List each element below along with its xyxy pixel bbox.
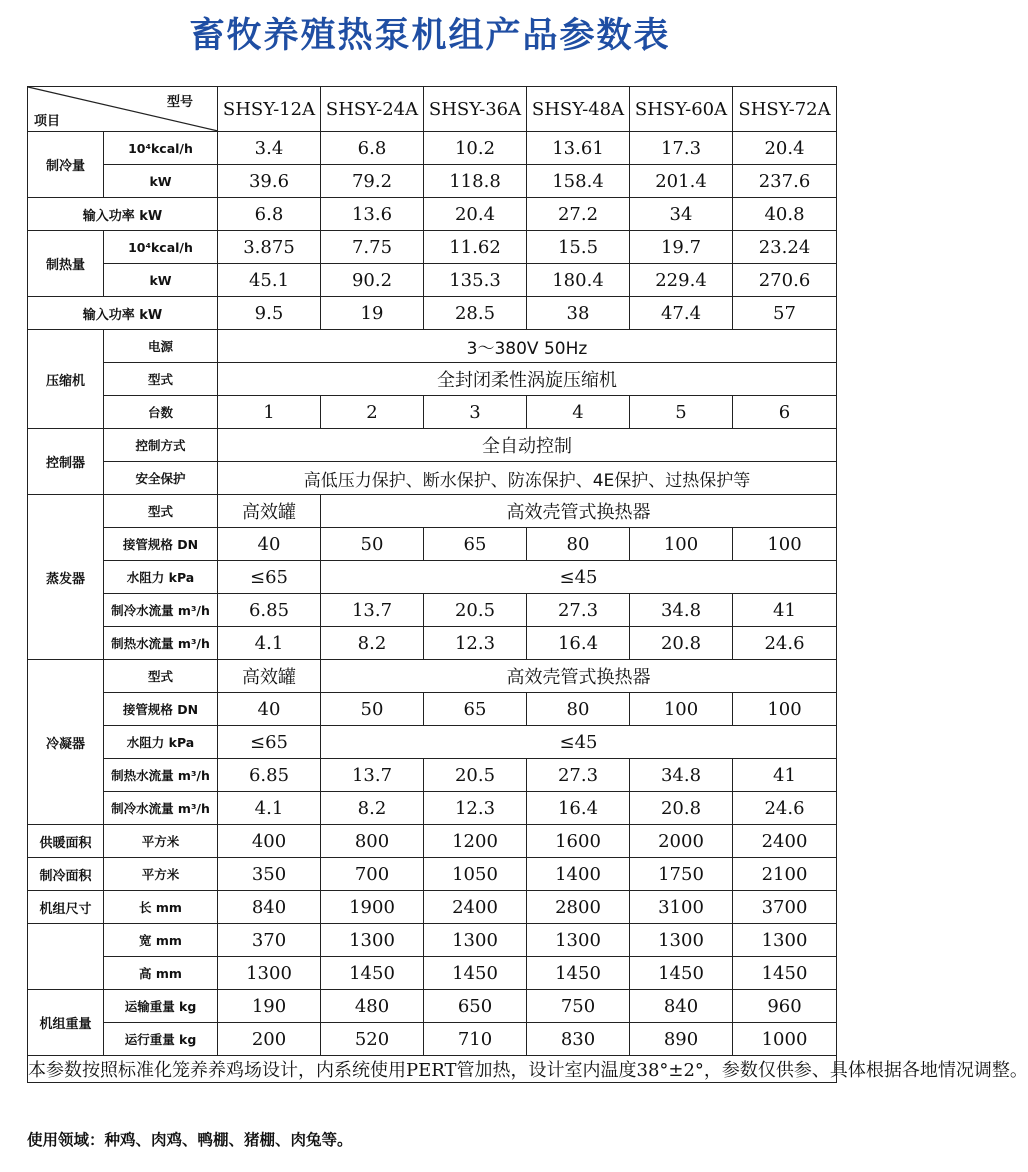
value-cell: 200 (218, 1023, 321, 1056)
group-label: 机组重量 (28, 990, 104, 1056)
table-row (28, 825, 837, 858)
value-cell: 180.4 (527, 264, 630, 297)
value-cell: 800 (321, 825, 424, 858)
value-cell: 2100 (733, 858, 837, 891)
value-cell: 750 (527, 990, 630, 1023)
value-cell: 高效罐 (218, 660, 321, 693)
value-cell: 13.61 (527, 132, 630, 165)
header-corner (28, 87, 218, 132)
value-cell: 710 (424, 1023, 527, 1056)
row-label: 控制方式 (104, 429, 218, 462)
value-cell: 4.1 (218, 627, 321, 660)
row-label: 输入功率 kW (28, 297, 218, 330)
spec-table (27, 86, 1028, 1083)
value-cell: 12.3 (424, 627, 527, 660)
value-cell: 41 (733, 759, 837, 792)
value-cell: 1 (218, 396, 321, 429)
row-label: 制冷水流量 m³/h (104, 594, 218, 627)
value-cell: 20.8 (630, 792, 733, 825)
value-cell: 1300 (630, 924, 733, 957)
table-row (28, 792, 837, 825)
row-label: 接管规格 DN (104, 528, 218, 561)
value-cell: 400 (218, 825, 321, 858)
value-cell: 1750 (630, 858, 733, 891)
merged-value: ≤45 (321, 561, 837, 594)
table-row (28, 627, 837, 660)
value-cell: 47.4 (630, 297, 733, 330)
value-cell: 840 (218, 891, 321, 924)
value-cell: 700 (321, 858, 424, 891)
value-cell: 830 (527, 1023, 630, 1056)
value-cell: 15.5 (527, 231, 630, 264)
value-cell: 1450 (630, 957, 733, 990)
row-label: 型式 (104, 495, 218, 528)
model-header: SHSY-24A (321, 87, 424, 132)
model-header: SHSY-72A (733, 87, 837, 132)
row-label: 制热水流量 m³/h (104, 627, 218, 660)
merged-value: 高效壳管式换热器 (321, 660, 837, 693)
value-cell: 34 (630, 198, 733, 231)
value-cell: 11.62 (424, 231, 527, 264)
value-cell: 190 (218, 990, 321, 1023)
value-cell: 39.6 (218, 165, 321, 198)
empty-cell (28, 957, 104, 990)
value-cell: 1600 (527, 825, 630, 858)
value-cell: 1300 (733, 924, 837, 957)
table-row (28, 198, 837, 231)
value-cell: 229.4 (630, 264, 733, 297)
value-cell: 2400 (424, 891, 527, 924)
value-cell: 890 (630, 1023, 733, 1056)
row-label: 10⁴kcal/h (104, 231, 218, 264)
table-row (28, 363, 837, 396)
value-cell: 20.5 (424, 594, 527, 627)
value-cell: 201.4 (630, 165, 733, 198)
value-cell: 90.2 (321, 264, 424, 297)
value-cell: 20.4 (424, 198, 527, 231)
value-cell: 1050 (424, 858, 527, 891)
value-cell: 50 (321, 693, 424, 726)
value-cell: 5 (630, 396, 733, 429)
row-label: kW (104, 165, 218, 198)
merged-value: ≤45 (321, 726, 837, 759)
value-cell: 100 (630, 693, 733, 726)
usage-line: 使用领域：种鸡、肉鸡、鸭棚、猪棚、肉兔等。 (27, 1131, 353, 1149)
value-cell: ≤65 (218, 561, 321, 594)
value-cell: 8.2 (321, 627, 424, 660)
table-row (28, 264, 837, 297)
table-row (28, 957, 837, 990)
value-cell: 7.75 (321, 231, 424, 264)
row-label: 平方米 (104, 858, 218, 891)
value-cell: 100 (733, 528, 837, 561)
footnote: 本参数按照标准化笼养养鸡场设计，内系统使用PERT管加热，设计室内温度38°±2°，参数仅供参、具体根据各地情况调整。 (28, 1056, 837, 1083)
merged-value: 全自动控制 (218, 429, 837, 462)
group-label: 制冷面积 (28, 858, 104, 891)
value-cell: 100 (630, 528, 733, 561)
value-cell: 13.7 (321, 759, 424, 792)
row-label: 制冷水流量 m³/h (104, 792, 218, 825)
table-row (28, 759, 837, 792)
value-cell: 13.6 (321, 198, 424, 231)
empty-cell (28, 924, 104, 957)
group-label: 蒸发器 (28, 495, 104, 660)
header-row (28, 87, 837, 132)
value-cell: 650 (424, 990, 527, 1023)
value-cell: 3700 (733, 891, 837, 924)
row-label: 电源 (104, 330, 218, 363)
note-row (28, 1056, 837, 1083)
value-cell: 1450 (733, 957, 837, 990)
group-label: 冷凝器 (28, 660, 104, 825)
value-cell: 8.2 (321, 792, 424, 825)
row-label: 平方米 (104, 825, 218, 858)
value-cell: 3 (424, 396, 527, 429)
value-cell: 1200 (424, 825, 527, 858)
value-cell: 20.5 (424, 759, 527, 792)
value-cell: 1450 (321, 957, 424, 990)
table-row (28, 495, 837, 528)
value-cell: 3.4 (218, 132, 321, 165)
row-label: 水阻力 kPa (104, 561, 218, 594)
row-label: 长 mm (104, 891, 218, 924)
value-cell: 9.5 (218, 297, 321, 330)
table-row (28, 231, 837, 264)
table-row (28, 594, 837, 627)
value-cell: 480 (321, 990, 424, 1023)
row-label: 运输重量 kg (104, 990, 218, 1023)
table-row (28, 891, 837, 924)
value-cell: 6.8 (321, 132, 424, 165)
value-cell: ≤65 (218, 726, 321, 759)
value-cell: 41 (733, 594, 837, 627)
value-cell: 65 (424, 693, 527, 726)
value-cell: 3.875 (218, 231, 321, 264)
table-row (28, 462, 837, 495)
row-label: 高 mm (104, 957, 218, 990)
value-cell: 520 (321, 1023, 424, 1056)
value-cell: 16.4 (527, 627, 630, 660)
value-cell: 19.7 (630, 231, 733, 264)
value-cell: 960 (733, 990, 837, 1023)
table-row (28, 858, 837, 891)
table-row (28, 693, 837, 726)
merged-value: 3～380V 50Hz (218, 330, 837, 363)
value-cell: 45.1 (218, 264, 321, 297)
table-row (28, 528, 837, 561)
table-row (28, 132, 837, 165)
value-cell: 57 (733, 297, 837, 330)
group-label: 控制器 (28, 429, 104, 495)
table-row (28, 396, 837, 429)
row-label: 型式 (104, 363, 218, 396)
value-cell: 1400 (527, 858, 630, 891)
value-cell: 6 (733, 396, 837, 429)
value-cell: 80 (527, 528, 630, 561)
value-cell: 1900 (321, 891, 424, 924)
model-header: SHSY-60A (630, 87, 733, 132)
model-header: SHSY-12A (218, 87, 321, 132)
row-label: 运行重量 kg (104, 1023, 218, 1056)
value-cell: 38 (527, 297, 630, 330)
group-label: 压缩机 (28, 330, 104, 429)
value-cell: 40 (218, 693, 321, 726)
row-label: 型式 (104, 660, 218, 693)
value-cell: 6.85 (218, 759, 321, 792)
page-title: 畜牧养殖热泵机组产品参数表 (189, 16, 671, 56)
table-row (28, 429, 837, 462)
value-cell: 6.8 (218, 198, 321, 231)
row-label: 接管规格 DN (104, 693, 218, 726)
value-cell: 1300 (218, 957, 321, 990)
value-cell: 79.2 (321, 165, 424, 198)
group-label: 机组尺寸 (28, 891, 104, 924)
row-label: 输入功率 kW (28, 198, 218, 231)
value-cell: 16.4 (527, 792, 630, 825)
row-label: 台数 (104, 396, 218, 429)
value-cell: 2800 (527, 891, 630, 924)
value-cell: 1450 (424, 957, 527, 990)
value-cell: 20.8 (630, 627, 733, 660)
table-row (28, 1023, 837, 1056)
table-row (28, 165, 837, 198)
value-cell: 4 (527, 396, 630, 429)
merged-value: 高低压力保护、断水保护、防冻保护、4E保护、过热保护等 (218, 462, 837, 495)
row-label: 10⁴kcal/h (104, 132, 218, 165)
value-cell: 40.8 (733, 198, 837, 231)
item-label: 项目 (34, 114, 61, 129)
value-cell: 158.4 (527, 165, 630, 198)
value-cell: 1000 (733, 1023, 837, 1056)
table-row (28, 561, 837, 594)
value-cell: 17.3 (630, 132, 733, 165)
model-label: 型号 (166, 95, 193, 110)
value-cell: 370 (218, 924, 321, 957)
value-cell: 40 (218, 528, 321, 561)
value-cell: 80 (527, 693, 630, 726)
value-cell: 135.3 (424, 264, 527, 297)
value-cell: 20.4 (733, 132, 837, 165)
value-cell: 1450 (527, 957, 630, 990)
value-cell: 27.3 (527, 594, 630, 627)
value-cell: 6.85 (218, 594, 321, 627)
value-cell: 24.6 (733, 627, 837, 660)
value-cell: 34.8 (630, 594, 733, 627)
value-cell: 23.24 (733, 231, 837, 264)
value-cell: 2 (321, 396, 424, 429)
value-cell: 13.7 (321, 594, 424, 627)
value-cell: 12.3 (424, 792, 527, 825)
value-cell: 1300 (321, 924, 424, 957)
group-label: 制冷量 (28, 132, 104, 198)
row-label: kW (104, 264, 218, 297)
table-row (28, 990, 837, 1023)
value-cell: 27.2 (527, 198, 630, 231)
value-cell: 1300 (527, 924, 630, 957)
value-cell: 237.6 (733, 165, 837, 198)
value-cell: 3100 (630, 891, 733, 924)
value-cell: 100 (733, 693, 837, 726)
value-cell: 118.8 (424, 165, 527, 198)
value-cell: 50 (321, 528, 424, 561)
value-cell: 350 (218, 858, 321, 891)
value-cell: 10.2 (424, 132, 527, 165)
value-cell: 2000 (630, 825, 733, 858)
value-cell: 19 (321, 297, 424, 330)
table-row (28, 726, 837, 759)
value-cell: 4.1 (218, 792, 321, 825)
value-cell: 1300 (424, 924, 527, 957)
row-label: 宽 mm (104, 924, 218, 957)
model-header: SHSY-48A (527, 87, 630, 132)
row-label: 水阻力 kPa (104, 726, 218, 759)
group-label: 供暖面积 (28, 825, 104, 858)
group-label: 制热量 (28, 231, 104, 297)
model-header: SHSY-36A (424, 87, 527, 132)
value-cell: 840 (630, 990, 733, 1023)
row-label: 制热水流量 m³/h (104, 759, 218, 792)
value-cell: 270.6 (733, 264, 837, 297)
value-cell: 高效罐 (218, 495, 321, 528)
table-row (28, 297, 837, 330)
value-cell: 65 (424, 528, 527, 561)
merged-value: 高效壳管式换热器 (321, 495, 837, 528)
value-cell: 2400 (733, 825, 837, 858)
value-cell: 34.8 (630, 759, 733, 792)
value-cell: 28.5 (424, 297, 527, 330)
value-cell: 24.6 (733, 792, 837, 825)
merged-value: 全封闭柔性涡旋压缩机 (218, 363, 837, 396)
row-label: 安全保护 (104, 462, 218, 495)
table-row (28, 330, 837, 363)
value-cell: 27.3 (527, 759, 630, 792)
table-row (28, 924, 837, 957)
table-row (28, 660, 837, 693)
